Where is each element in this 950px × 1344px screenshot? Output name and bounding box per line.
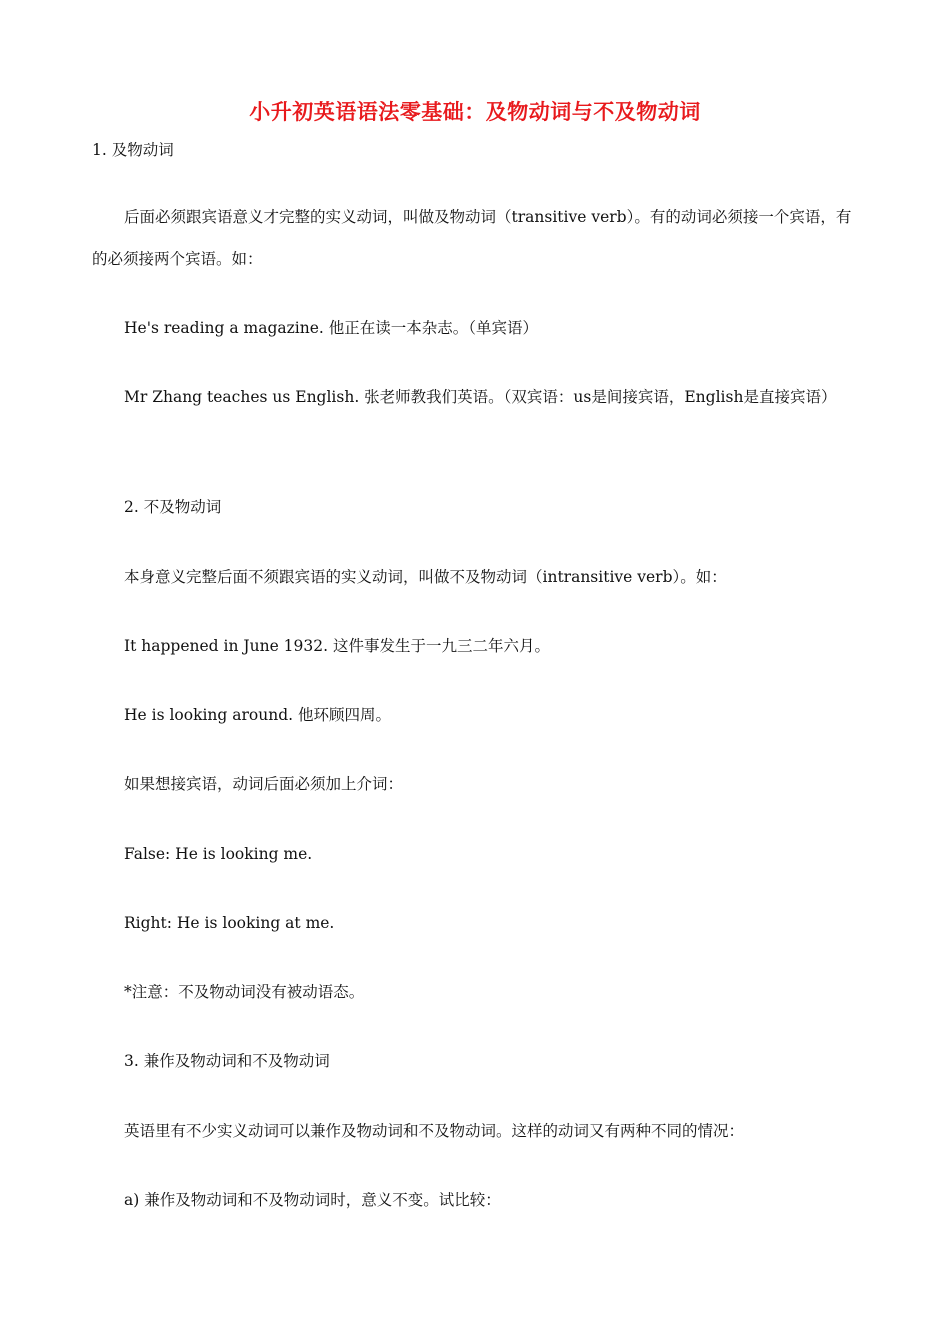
section-1-heading: 1. 及物动词 [92,141,174,159]
document-title: 小升初英语语法零基础：及物动词与不及物动词 [249,100,701,124]
section-2-warning: *注意：不及物动词没有被动语态。 [124,983,365,1001]
section-3-item-a: a) 兼作及物动词和不及物动词时，意义不变。试比较： [124,1191,501,1209]
section-2-example-2: He is looking around. 他环顾四周。 [124,706,391,724]
section-2-note-intro: 如果想接宾语，动词后面必须加上介词： [124,775,404,793]
section-2-heading: 2. 不及物动词 [124,498,222,516]
section-2-paragraph: 本身意义完整后面不须跟宾语的实义动词，叫做不及物动词（intransitive verb）。如： [124,568,727,586]
section-3-heading: 3. 兼作及物动词和不及物动词 [124,1052,330,1070]
section-1-example-2: Mr Zhang teaches us English. 张老师教我们英语。（双宾语：us是间接宾语，English是直接宾语） [124,388,837,406]
section-2-false-example: False: He is looking me. [124,845,313,863]
section-1-paragraph: 后面必须跟宾语意义才完整的实义动词，叫做及物动词（transitive verb）。有的动词必须接一个宾语，有的必须接两个宾语。如： [92,208,852,268]
section-3-paragraph: 英语里有不少实义动词可以兼作及物动词和不及物动词。这样的动词又有两种不同的情况： [124,1122,745,1140]
section-1-example-1: He's reading a magazine. 他正在读一本杂志。（单宾语） [124,319,539,337]
section-2-example-1: It happened in June 1932. 这件事发生于一九三二年六月。 [124,637,550,655]
section-2-right-example: Right: He is looking at me. [124,914,335,932]
